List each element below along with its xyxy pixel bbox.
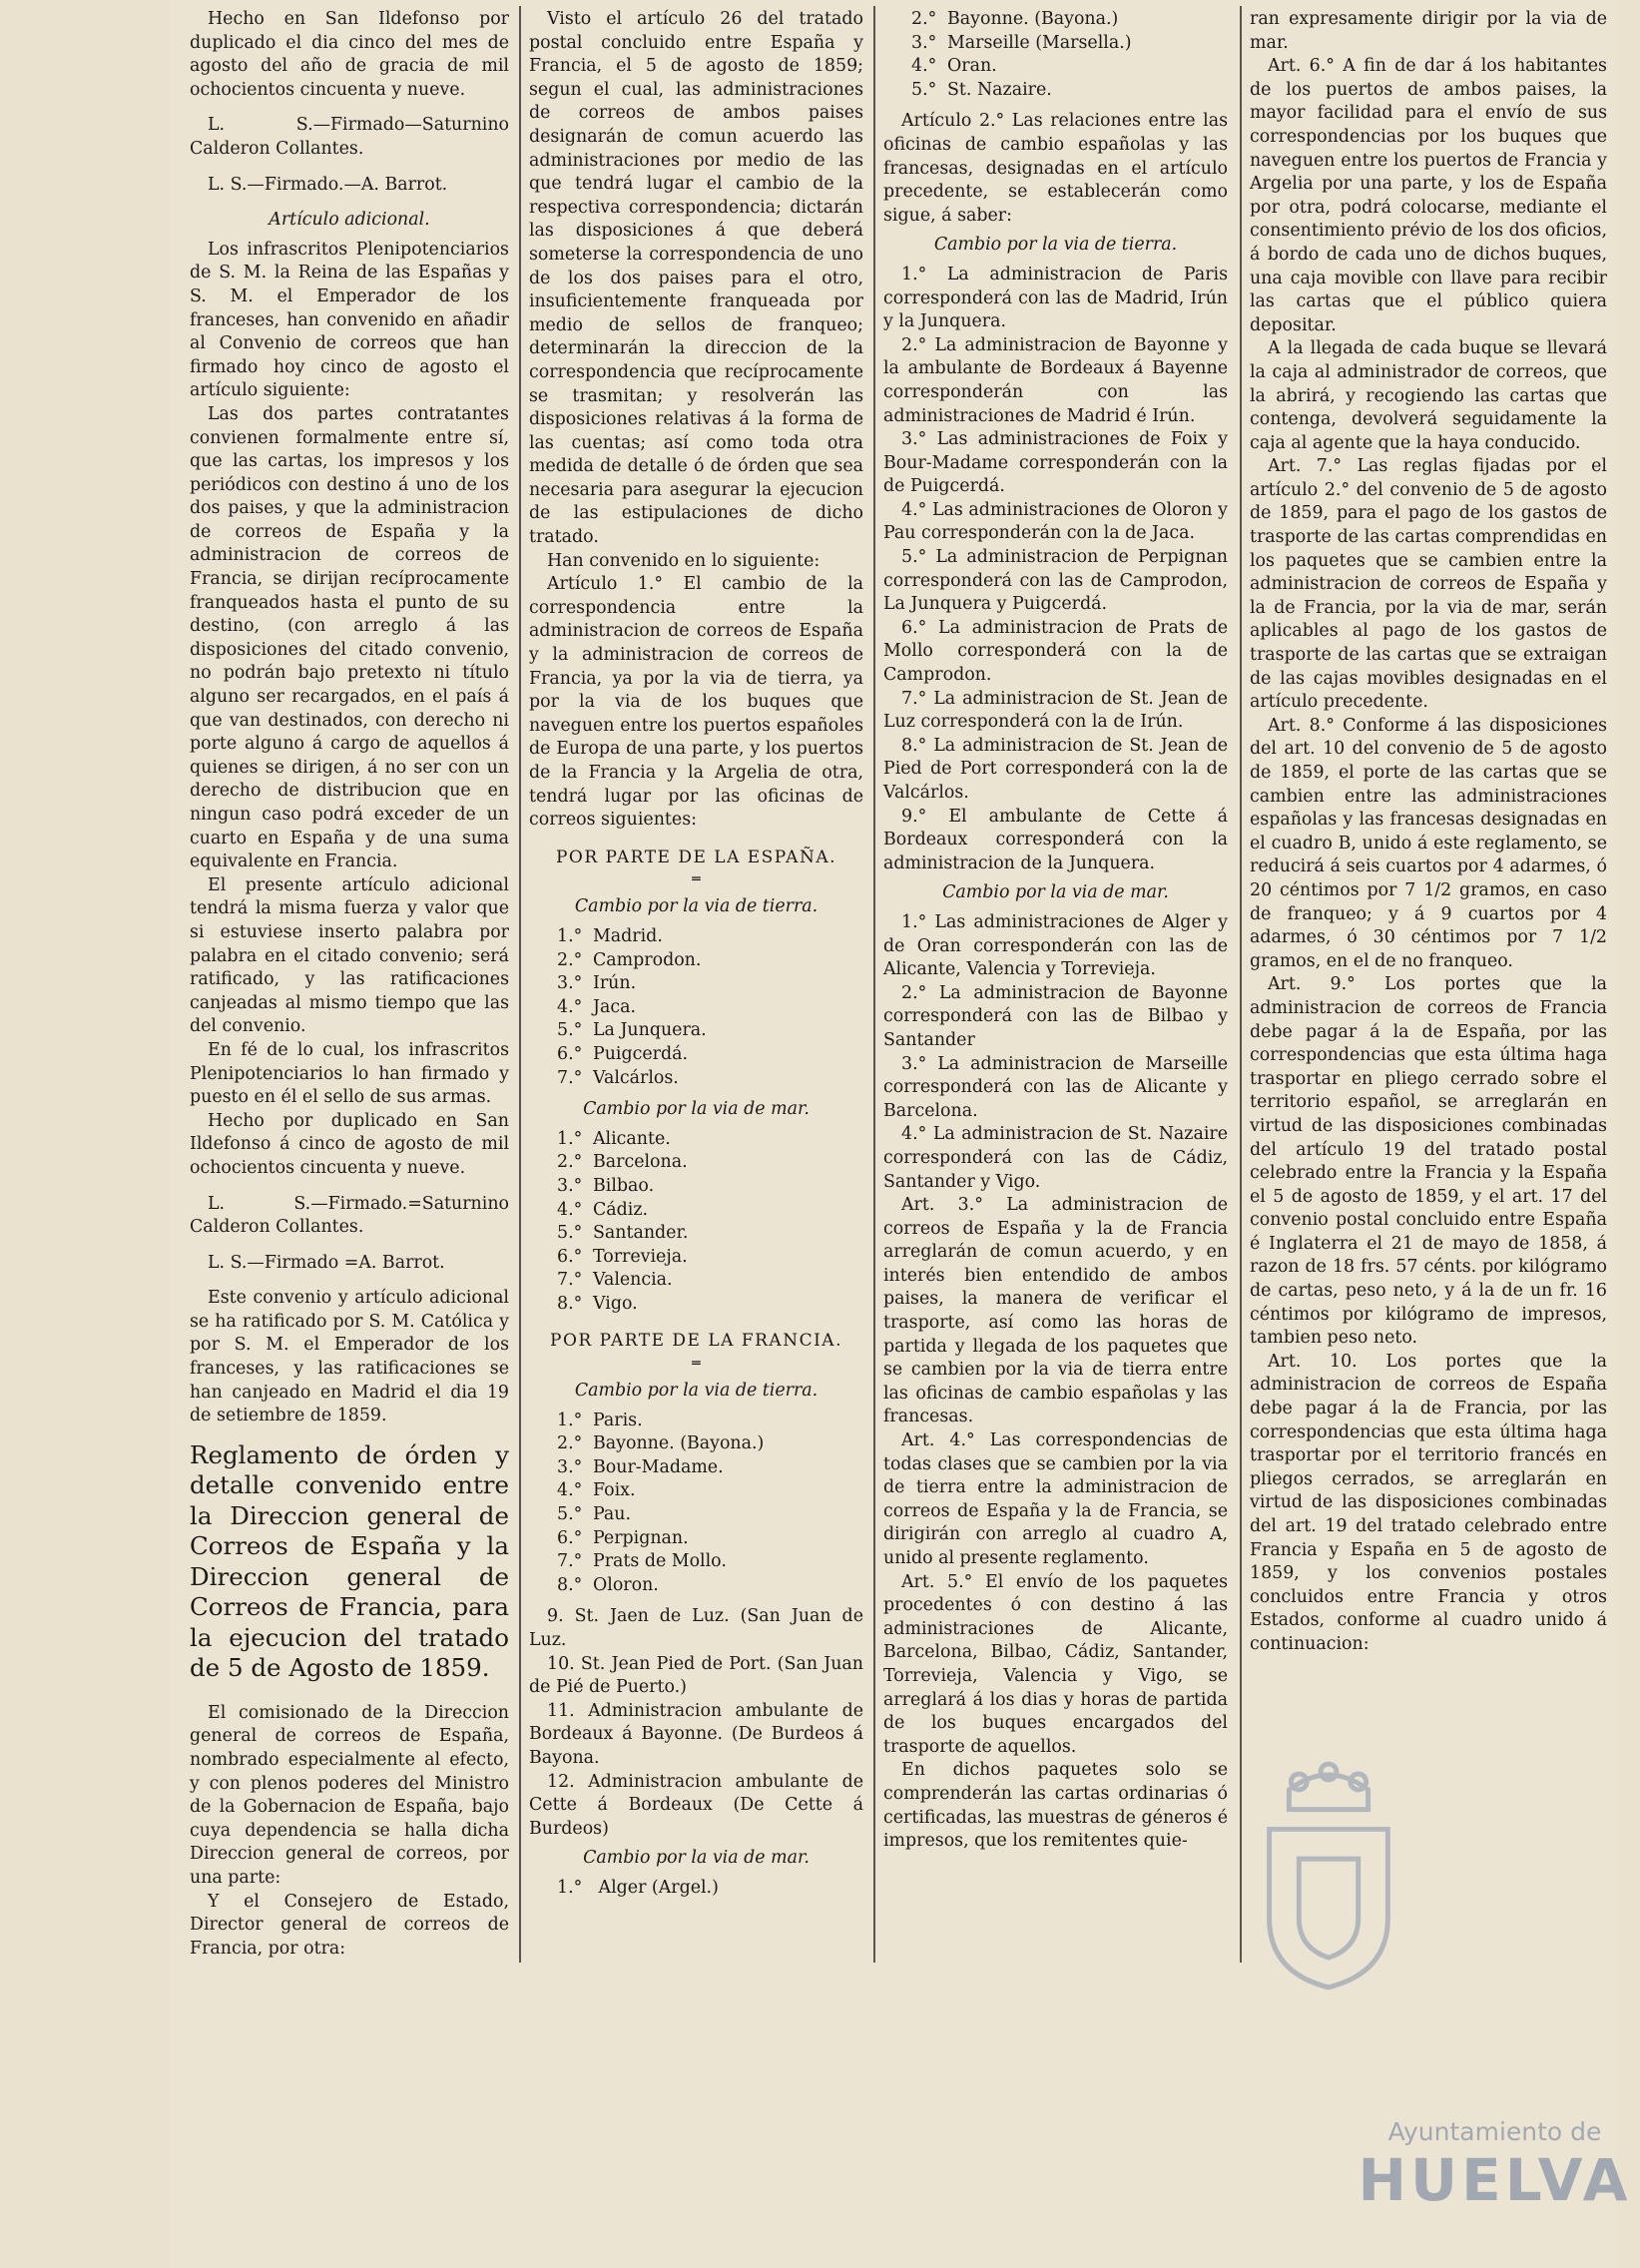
list-item [557,1479,863,1503]
column-4 [1250,8,1607,1945]
list-number: 2.° [557,1433,583,1454]
subheading: Cambio por la via de mar. [583,1848,810,1869]
huelva-crest-logo [1230,1749,1427,1998]
list-number: 5.° [557,1020,583,1041]
paragraph: Hecho por duplicado en San Ildefonso á cinco de agosto de mil ochocientos cincuenta y nueve. [190,1110,509,1178]
paragraph: 1.° La administracion de Paris corresponderá con las de Madrid, Irún y la Junquera. [883,264,1228,332]
list-item [557,1503,863,1527]
list-text: Valcárlos. [593,1067,679,1088]
list-item [557,1199,863,1223]
list-item [911,32,1228,56]
list-number: 1.° [557,1410,583,1430]
signature: L. S.—Firmado =A. Barrot. [208,1252,445,1273]
reglamento-heading: Reglamento de órden y detalle convenido entre la Direccion general de Correos de España y la Direccion general de Correos de Francia, para la ejecucion del tratado de 5 de Agosto de 1859. [190,1439,509,1683]
paragraph: Los infrascritos Plenipotenciarios de S. M. la Reina de las Españas y S. M. el Emperador de los franceses, han convenido en añadir al Convenio de correos que han firmado hoy cinco de agosto el artículo siguiente: [190,239,509,401]
paragraph: 8.° La administracion de St. Jean de Pied de Port corresponderá con la de Valcárlos. [883,735,1228,803]
list-number: 4.° [557,1480,583,1501]
list-item [557,972,863,996]
column-rule [519,6,521,1963]
paragraph: 4.° La administracion de St. Nazaire corresponderá con las de Cádiz, Santander y Vigo. [883,1124,1228,1192]
column-1 [190,8,509,1959]
paragraph: El presente artículo adicional tendrá la misma fuerza y valor que si estuviese inserto palabra por palabra en el citado convenio; será ratificado, y las ratificaciones canjeadas al mismo tiempo que las del convenio. [190,874,509,1037]
paragraph: 7.° La administracion de St. Jean de Luz corresponderá con la de Irún. [883,688,1228,733]
subheading: Cambio por la via de mar. [583,1099,810,1120]
list-text: Torrevieja. [593,1246,688,1267]
list-number: 5.° [557,1504,583,1525]
paragraph: Han convenido en lo siguiente: [547,550,820,571]
paragraph: Hecho en San Ildefonso por duplicado el dia cinco del mes de agosto del año de gracia de mil ochocientos cincuenta y nueve. [190,9,509,100]
list-item [557,1151,863,1175]
section-heading: Artículo adicional. [269,210,430,231]
section-heading-spain: POR PARTE DE LA ESPAÑA. [555,847,837,867]
paragraph: Art. 7.° Las reglas fijadas por el artículo 2.° del convenio de 5 de agosto de 1859, para el pago de los gastos de trasporte de las cartas comprendidas en los paquetes que se cambien entre la administracion de correos de España y la de Francia, por la via de mar, serán aplicables al pago de los gastos de trasporte de las cartas que se extraigan de las cajas movibles designadas en el artículo precedente. [1250,456,1607,713]
list-text: Marseille (Marsella.) [947,32,1132,53]
office-list [557,1877,863,1901]
list-text: Jaca. [593,996,636,1017]
list-item: 11. Administracion ambulante de Bordeaux á Bayonne. (De Burdeos á Bayona. [529,1700,863,1768]
list-item [557,1128,863,1152]
list-item [557,1019,863,1043]
list-item: 10. St. Jean Pied de Port. (San Juan de Pié de Puerto.) [529,1653,863,1698]
paragraph: El comisionado de la Direccion general de correos de España, nombrado especialmente al efecto, y con plenos poderes del Ministro de la Gobernacion de España, bajo cuya dependencia se halla dicha Direccion general de correos, por una parte: [190,1702,509,1888]
list-item: 1.° Alger (Argel.) [557,1877,719,1898]
column-2 [529,8,863,1945]
subheading: Cambio por la via de tierra. [574,896,819,917]
paragraph: Visto el artículo 26 del tratado postal concluido entre España y Francia, el 5 de agosto de 1859; segun el cual, las administraciones de correos de ambos paises designarán de comun acuerdo las administraciones por medio de las que tendrá lugar el cambio de la respectiva correspondencia; dictarán las disposiciones á que deberá someterse la correspondencia de uno de los dos paises para el otro, insuficientemente franqueada por medio de sellos de franqueo; determinarán la direccion de la correspondencia que recíprocamente se trasmitan; y resolverán las disposiciones relativas á la forma de las cuentas; así como toda otra medida de detalle ó de órden que sea necesaria para asegurar la ejecucion de las estipulaciones de dicho tratado. [529,9,863,548]
paragraph: 2.° La administracion de Bayonne y la ambulante de Bordeaux á Bayenne corresponderán con las administraciones de Madrid é Irún. [883,334,1228,426]
list-number: 2.° [557,1152,583,1173]
list-number: 7.° [557,1270,583,1291]
paragraph: Las dos partes contratantes convienen formalmente entre sí, que las cartas, los impresos y los periódicos con destino á uno de los dos paises, y que la administracion de correos de España y la administracion de correos de Francia, se dirijan recíprocamente franqueados hasta el punto de su destino, (con arreglo á las disposiciones del citado convenio, no podrán bajo pretexto ni título alguno ser recargados, en el país á que van destinados, con derecho ni porte alguno á cargo de aquellos á quienes se dirigen, á no ser con un derecho de distribucion que en ningun caso podrá exceder de un cuarto en España y de una suma equivalente en Francia. [190,403,509,872]
list-number: 5.° [911,79,937,100]
paragraph: 3.° La administracion de Marseille corresponderá con las de Alicante y Barcelona. [883,1053,1228,1121]
list-item: 9. St. Jaen de Luz. (San Juan de Luz. [529,1606,863,1650]
list-item [911,79,1228,103]
list-item [911,55,1228,79]
office-list [557,925,863,1090]
list-number: 4.° [557,996,583,1017]
office-list [557,1128,863,1317]
list-text: Bilbao. [593,1175,655,1196]
list-number: 6.° [557,1246,583,1267]
list-number: 3.° [911,32,937,53]
paragraph: 6.° La administracion de Prats de Mollo corresponderá con la de Camprodon. [883,617,1228,686]
list-number: 2.° [557,949,583,970]
column-rule [873,6,875,1963]
list-item [557,996,863,1020]
double-rule-ornament: ═ [692,1356,701,1373]
watermark-label: Ayuntamiento de HUELVA [1358,2117,1632,2214]
list-item [557,1550,863,1574]
list-text: St. Nazaire. [947,79,1052,100]
subheading: Cambio por la via de tierra. [574,1381,819,1402]
double-rule-ornament: ═ [692,871,701,888]
section-heading-france: POR PARTE DE LA FRANCIA. [550,1331,842,1352]
paragraph: Este convenio y artículo adicional se ha ratificado por S. M. Católica y por S. M. el Emperador de los franceses, y las ratificaciones se han canjeado en Madrid el dia 19 de setiembre de 1859. [190,1288,509,1426]
list-item [557,1222,863,1246]
list-item [557,949,863,973]
list-text: Bayonne. (Bayona.) [947,9,1119,29]
list-text: Madrid. [593,925,663,946]
list-number: 5.° [557,1223,583,1244]
list-text: Cádiz. [593,1199,649,1220]
list-item [557,1246,863,1270]
paragraph: 3.° Las administraciones de Foix y Bour-Madame corresponderán con la de Puigcerdá. [883,429,1228,497]
list-number: 1.° [557,925,583,946]
list-number: 8.° [557,1574,583,1595]
list-text: Bayonne. (Bayona.) [593,1433,765,1454]
paragraph: En fé de lo cual, los infrascritos Plenipotenciarios lo han firmado y puesto en él el sello de sus armas. [190,1039,509,1108]
list-number: 6.° [557,1043,583,1064]
list-text: Perpignan. [593,1527,689,1548]
office-list [911,8,1228,102]
list-text: Vigo. [593,1293,638,1314]
list-item [557,1456,863,1480]
paragraph: Art. 10. Los portes que la administracion de correos de España debe pagar á la de Francia, por las correspondencias que esta última haga trasportar por el territorio francés en pliegos cerrados, se arreglarán en virtud de las disposiciones combinadas del art. 19 del tratado celebrado entre Francia y España en 5 de agosto de 1859, y los convenios postales concluidos entre Francia y otros Estados, conforme al cuadro unido á continuacion: [1250,1351,1607,1654]
office-list [557,1410,863,1598]
list-item [557,1175,863,1199]
paragraph: Artículo 1.° El cambio de la correspondencia entre la administracion de correos de España y la administracion de correos de Francia, ya por la via de tierra, ya por la via de los buques que naveguen entre los puertos españoles de Europa de una parte, y los puertos de la Francia y la Argelia de otra, tendrá lugar por las oficinas de correos siguientes: [529,574,863,831]
list-text: Oloron. [593,1574,659,1595]
list-number: 7.° [557,1551,583,1572]
list-text: Puigcerdá. [593,1043,688,1064]
list-item [557,925,863,949]
paragraph: Y el Consejero de Estado, Director general de correos de Francia, por otra: [190,1891,509,1959]
list-number: 3.° [557,973,583,994]
paragraph: Art. 5.° El envío de los paquetes procedentes ó con destino á las administraciones de Alicante, Barcelona, Bilbao, Cádiz, Santander, Torrevieja, Valencia y Vigo, se arreglará á los dias y horas de partida de los buques encargados del trasporte de aquellos. [883,1571,1228,1757]
paragraph: Artículo 2.° Las relaciones entre las oficinas de cambio españolas y las francesas, designadas en el artículo precedente, se establecerán como sigue, á saber: [883,111,1228,226]
list-text: Prats de Mollo. [593,1551,727,1572]
paragraph: 5.° La administracion de Perpignan corresponderá con las de Camprodon, La Junquera y Puigcerdá. [883,547,1228,615]
list-text: Bour-Madame. [593,1456,724,1477]
paragraph: Art. 8.° Conforme á las disposiciones del art. 10 del convenio de 5 de agosto de 1859, el porte de las cartas que se cambien entre las administraciones españolas y las francesas designadas en el cuadro B, unido á este reglamento, se reducirá á seis cuartos por 4 adarmes, ó 20 céntimos por 7 1/2 gramos, en caso de franqueo; y á 9 cuartos por 4 adarmes, ó 30 céntimos por 7 1/2 gramos, en el de no franqueo. [1250,715,1607,971]
subheading: Cambio por la via de tierra. [933,235,1178,256]
paragraph: 2.° La administracion de Bayonne corresponderá con las de Bilbao y Santander [883,982,1228,1050]
paragraph: En dichos paquetes solo se comprenderán las cartas ordinarias ó certificadas, las muestras de géneros é impresos, que los remitentes quie- [883,1760,1228,1852]
list-number: 2.° [911,9,937,29]
column-rule [1240,6,1242,1963]
paragraph: Art. 6.° A fin de dar á los habitantes de los puertos de ambos paises, la mayor facilidad para el envío de sus correspondencias por los buques que naveguen entre los puertos de Francia y Argelia por una parte, y los de España por otra, podrá colocarse, mediante el consentimiento prévio de los dos oficios, á bordo de cada uno de dichos buques, una caja movible con llave para recibir las cartas que el público quiera depositar. [1250,56,1607,335]
paragraph: Art. 9.° Los portes que la administracion de correos de Francia debe pagar á la de España, por las correspondencias que esta última haga trasportar en pliego cerrado sobre el territorio español, se arreglarán en virtud de las disposiciones combinadas del artículo 19 del tratado postal celebrado entre la Francia y la España el 5 de agosto de 1859, y el art. 17 del convenio postal concluido entre España é Inglaterra el 21 de mayo de 1858, á razon de 18 frs. 57 cénts. por kilógramo de cartas, peso neto, y á la de un fr. 16 céntimos por kilógramo de impresos, tambien peso neto. [1250,974,1607,1349]
list-item [557,1410,863,1433]
list-item: 12. Administracion ambulante de Cette á Bordeaux (De Cette á Burdeos) [529,1771,863,1839]
list-item [557,1527,863,1551]
list-text: Foix. [593,1480,636,1501]
list-text: La Junquera. [593,1020,707,1041]
list-item [911,8,1228,32]
list-number: 4.° [911,56,937,77]
column-3 [883,8,1228,1945]
list-number: 3.° [557,1175,583,1196]
list-text: Valencia. [593,1270,673,1291]
paragraph: Art. 3.° La administracion de correos de España y la de Francia arreglarán de comun acuerdo, y en interés bien entendido de ambos paises, la manera de verificar el trasporte, así como las horas de partida y llegada de los paquetes que se cambien por la via de tierra entre las oficinas de cambio españolas y las francesas. [883,1195,1228,1427]
paragraph: 1.° Las administraciones de Alger y de Oran corresponderán con las de Alicante, Valencia y Torrevieja. [883,911,1228,980]
list-number: 6.° [557,1527,583,1548]
list-text: Santander. [593,1223,689,1244]
list-text: Oran. [947,56,997,77]
list-item [557,1293,863,1317]
list-number: 3.° [557,1456,583,1477]
list-number: 8.° [557,1293,583,1314]
list-number: 1.° [557,1128,583,1149]
paragraph: 9.° El ambulante de Cette á Bordeaux corresponderá con la administracion de la Junquera. [883,806,1228,873]
list-number: 4.° [557,1199,583,1220]
list-text: Camprodon. [593,949,702,970]
list-text: Alicante. [593,1128,671,1149]
list-text: Irún. [593,973,637,994]
list-item [557,1574,863,1598]
paragraph: A la llegada de cada buque se llevará la caja al administrador de correos, que la abrirá, y recogiendo las cartas que contenga, devolverá seguidamente la caja al agente que la haya conducido. [1250,338,1607,453]
signature: L. S.—Firmado—Saturnino Calderon Collantes. [190,115,509,159]
paragraph: 4.° Las administraciones de Oloron y Pau corresponderán con la de Jaca. [883,499,1228,544]
list-number: 7.° [557,1067,583,1088]
list-item [557,1067,863,1091]
paragraph: Art. 4.° Las correspondencias de todas clases que se cambien por la via de tierra entre la administracion de correos de España y la de Francia, se dirigirán con arreglo al cuadro A, unido al presente reglamento. [883,1430,1228,1568]
list-item [557,1432,863,1456]
list-text: Paris. [593,1410,643,1430]
signature: L. S.—Firmado.=Saturnino Calderon Collantes. [190,1193,509,1238]
subheading: Cambio por la via de mar. [942,882,1169,903]
signature: L. S.—Firmado.—A. Barrot. [208,174,448,195]
list-item [557,1043,863,1067]
paragraph: ran expresamente dirigir por la via de mar. [1250,9,1607,53]
list-text: Pau. [593,1504,632,1525]
list-text: Barcelona. [593,1152,688,1173]
list-item [557,1269,863,1293]
